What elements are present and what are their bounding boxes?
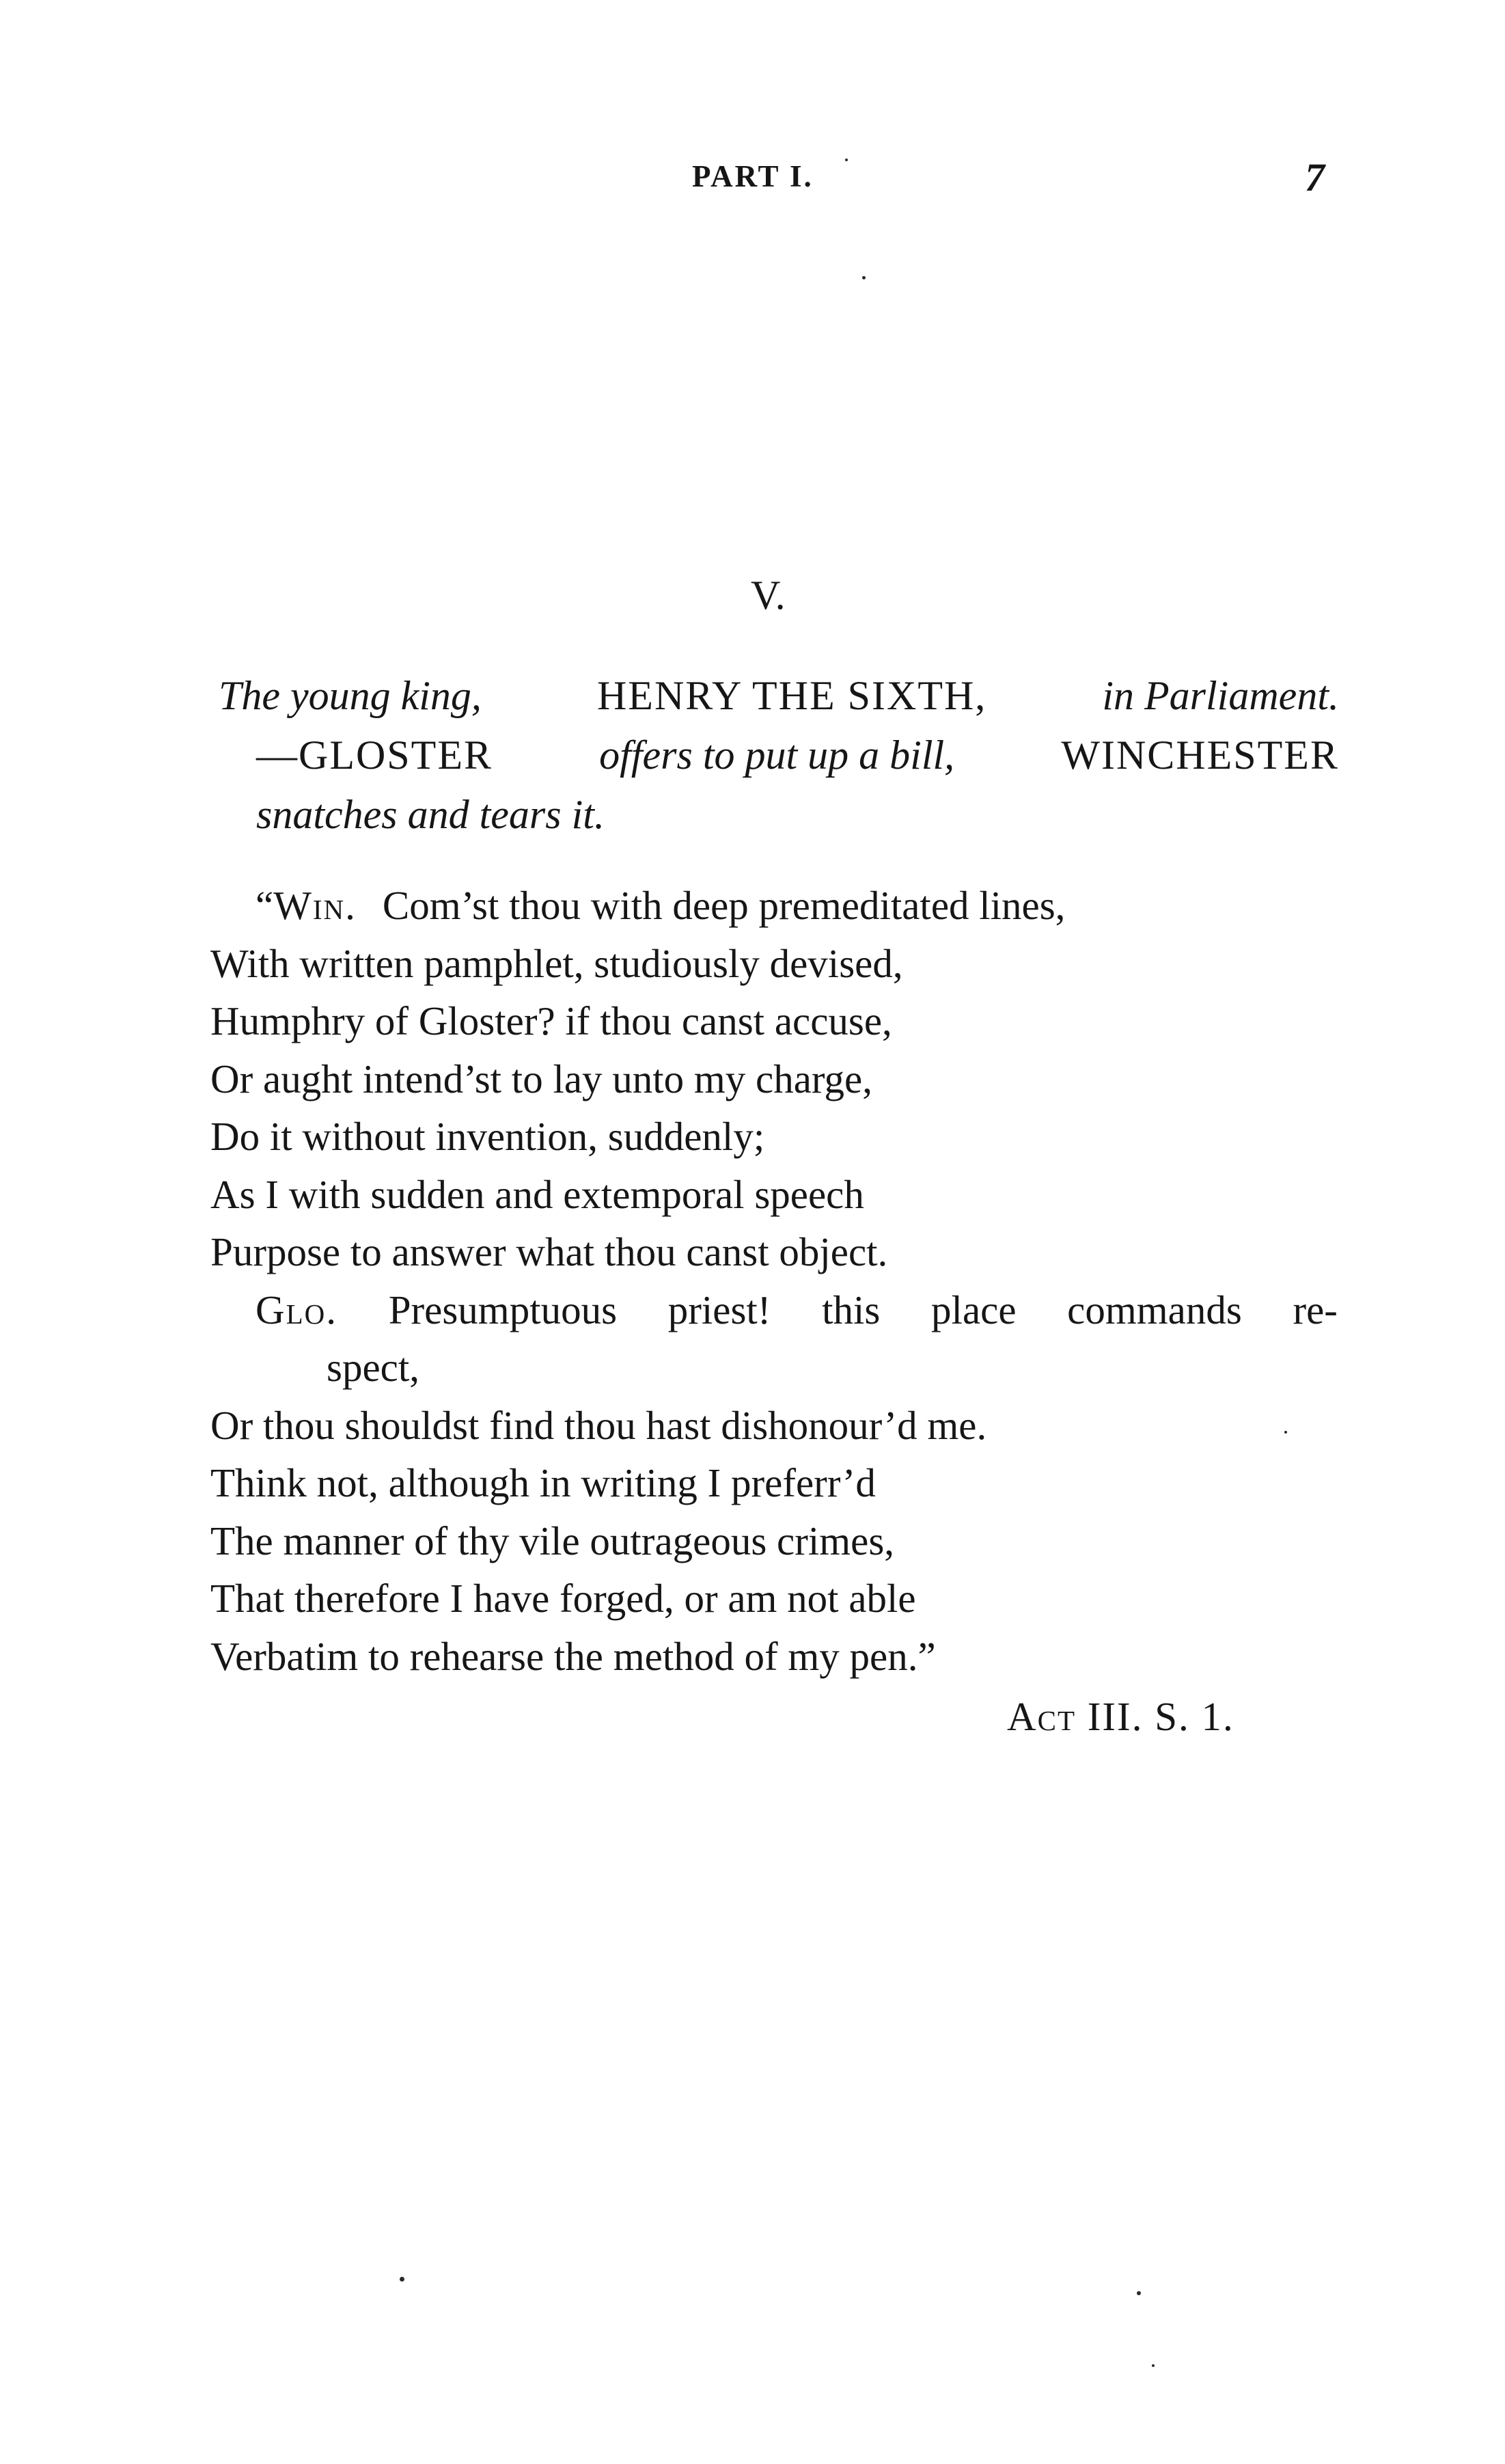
paper-speck: [1137, 2291, 1141, 2295]
verse-word: this: [822, 1287, 881, 1332]
speaker-name: Glo.: [256, 1287, 338, 1332]
paper-speck: [845, 159, 848, 161]
verse-line: [210, 877, 1338, 935]
verse-word: place: [931, 1287, 1017, 1332]
verse-line: That therefore I have forged, or am not able: [210, 1576, 916, 1621]
verse-line: Or thou shouldst find thou hast dishonour’d me.: [210, 1402, 987, 1448]
act-scene-citation: [1007, 1693, 1234, 1740]
act-label: Act: [1007, 1694, 1076, 1739]
paper-speck: [1284, 1431, 1287, 1434]
paper-speck: [400, 2277, 404, 2282]
verse-line: Think not, although in writing I preferr’d: [210, 1460, 876, 1505]
heading-italic-part: in Parliament.: [1102, 673, 1339, 718]
section-numeral: V.: [751, 573, 786, 618]
heading-line-3: [219, 785, 1339, 845]
verse-line-text: Com’st thou with deep premeditated lines,: [382, 883, 1066, 928]
running-head-title: PART I.: [692, 159, 814, 193]
scene-heading: [219, 666, 1339, 845]
scene-number: S. 1.: [1155, 1694, 1234, 1739]
heading-caps-part: —GLOSTER: [256, 733, 493, 778]
act-number: III.: [1087, 1694, 1144, 1739]
verse-word: re-: [1293, 1287, 1338, 1332]
verse-passage: [210, 877, 1338, 1685]
verse-line-continuation: spect,: [327, 1345, 419, 1390]
heading-italic-part: snatches and tears it.: [256, 792, 605, 837]
verse-word: priest!: [667, 1287, 771, 1332]
verse-line: Verbatim to rehearse the method of my pen.”: [210, 1633, 936, 1679]
paper-speck: [1152, 2364, 1155, 2367]
verse-line: [210, 1281, 1338, 1339]
speaker-name: Win.: [273, 883, 357, 928]
heading-line-2: [219, 726, 1339, 785]
heading-italic-part: offers to put up a bill,: [599, 733, 955, 778]
verse-line: Or aught intend’st to lay unto my charge,: [210, 1056, 872, 1101]
verse-line: As I with sudden and extemporal speech: [210, 1171, 864, 1217]
heading-caps-part: HENRY THE SIXTH,: [596, 673, 987, 718]
verse-line: Purpose to answer what thou canst object.: [210, 1229, 888, 1274]
verse-line: Humphry of Gloster? if thou canst accuse,: [210, 998, 892, 1043]
heading-italic-part: The young king,: [219, 673, 482, 718]
open-quote: “: [256, 883, 274, 928]
paper-speck: [862, 276, 866, 279]
verse-line: With written pamphlet, studiously devised,: [210, 940, 903, 986]
heading-caps-part: WINCHESTER: [1061, 733, 1339, 778]
verse-word: commands: [1067, 1287, 1242, 1332]
verse-line: The manner of thy vile outrageous crimes,: [210, 1518, 895, 1563]
verse-word: Presumptuous: [388, 1287, 618, 1332]
page-number: 7: [1305, 155, 1325, 200]
verse-line: Do it without invention, suddenly;: [210, 1114, 765, 1159]
heading-line-1: [219, 666, 1339, 726]
